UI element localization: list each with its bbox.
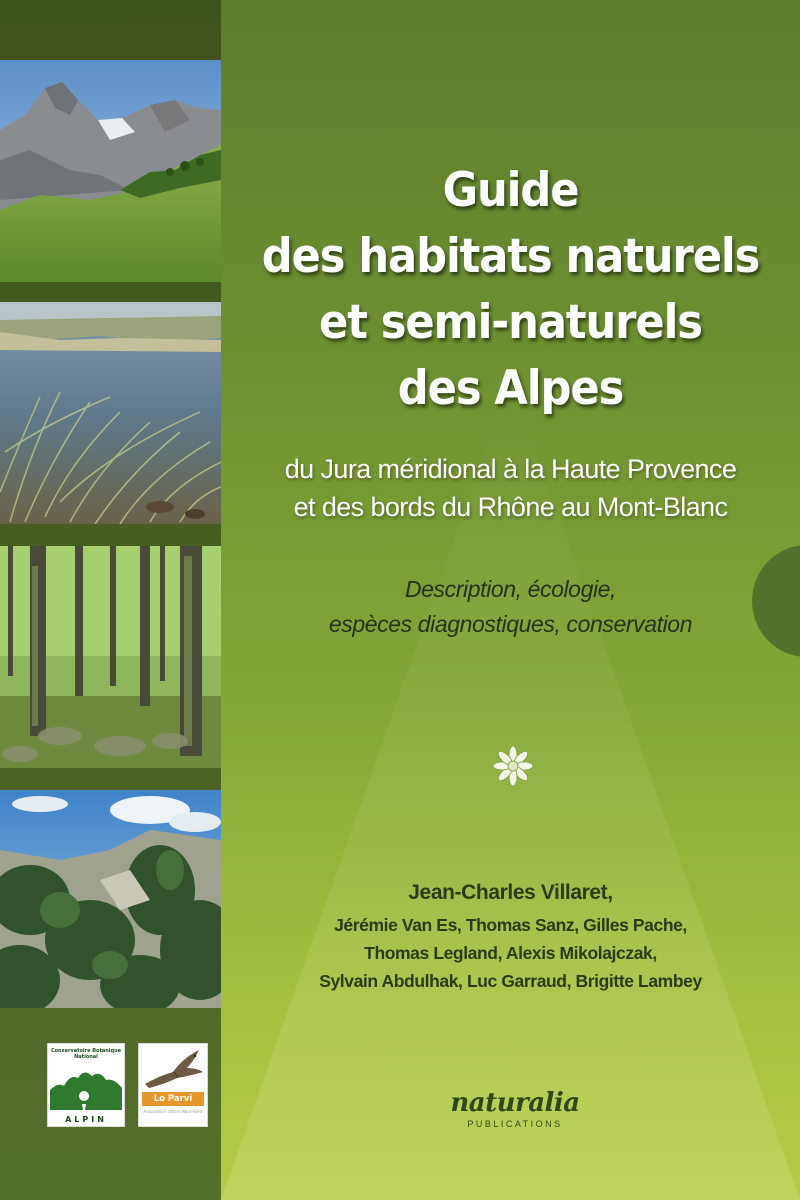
hawk-logo-icon (139, 1046, 207, 1092)
publisher-name: naturalia (450, 1088, 580, 1118)
publisher-logo (440, 1088, 590, 1129)
title-line: des Alpes (397, 361, 624, 416)
subtitle-line: et des bords du Rhône au Mont-Blanc (293, 492, 728, 522)
photo-scrubland (0, 790, 221, 1008)
title-line: et semi-naturels (319, 295, 702, 350)
cbn-logo-label: ALPIN (65, 1115, 107, 1124)
co-authors-line: Thomas Legland, Alexis Mikolajczak, (364, 943, 657, 963)
co-authors-line: Jérémie Van Es, Thomas Sanz, Gilles Pache, (334, 915, 687, 935)
description-line: Description, écologie, (404, 576, 617, 602)
publisher-subtitle: PUBLICATIONS (467, 1119, 563, 1129)
lead-author: Jean-Charles Villaret, (408, 881, 613, 904)
book-description (221, 572, 800, 642)
lo-parvi-label: Lo Parvi (142, 1092, 204, 1106)
book-title (244, 158, 777, 422)
authors-block (221, 875, 800, 995)
title-line: Guide (442, 163, 579, 218)
photo-alpine-lake (0, 302, 221, 524)
photo-beech-forest (0, 546, 221, 768)
photo-mountain-meadow (0, 60, 221, 282)
cbn-alpin-logo (47, 1043, 125, 1127)
forest-logo-icon (48, 1060, 124, 1112)
description-line: espèces diagnostiques, conservation (328, 611, 693, 637)
lo-parvi-subtitle: Association nature Nord-Isère (143, 1109, 203, 1114)
edelweiss-icon (492, 745, 534, 787)
title-line: des habitats naturels (261, 229, 760, 284)
book-subtitle (221, 450, 800, 526)
subtitle-line: du Jura méridional à la Haute Provence (284, 454, 737, 484)
lo-parvi-logo (138, 1043, 208, 1127)
cbn-logo-top-text: Conservatoire Botanique National (50, 1048, 122, 1060)
co-authors-line: Sylvain Abdulhak, Luc Garraud, Brigitte Lambey (319, 971, 702, 991)
